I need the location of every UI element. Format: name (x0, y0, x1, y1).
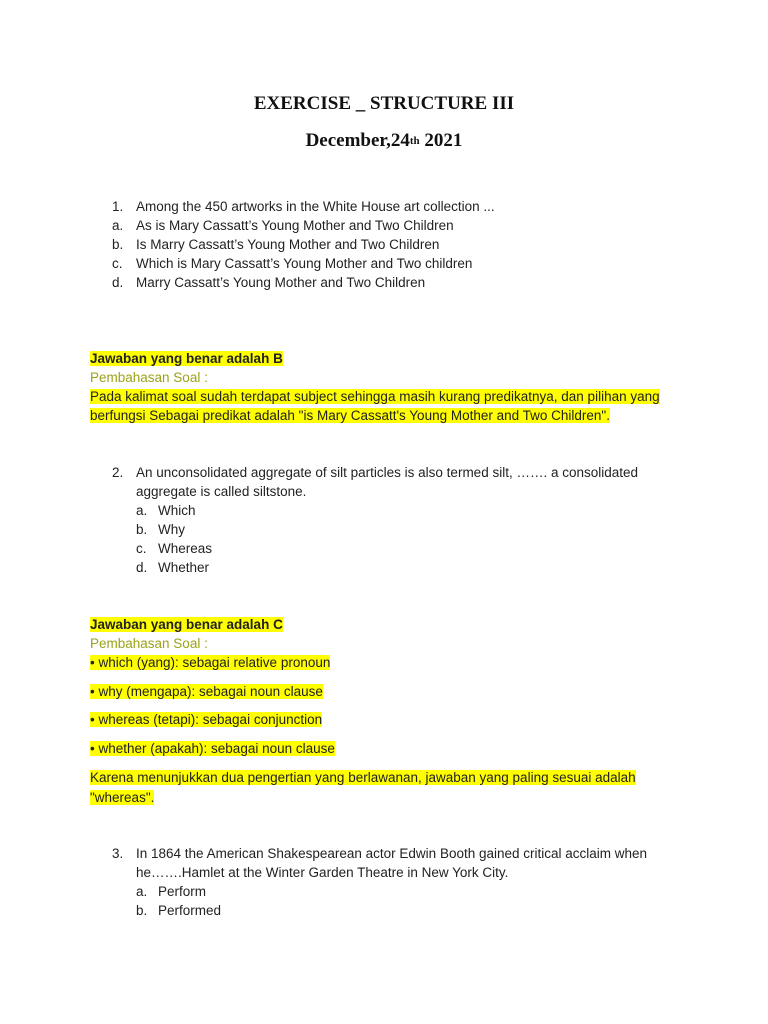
q1-option-a-letter: a. (112, 218, 124, 233)
q1-option-a: As is Mary Cassatt’s Young Mother and Two Children (136, 218, 454, 233)
q2-bullet-which: • which (yang): sebagai relative pronoun (90, 655, 331, 670)
date-main: December,24 (305, 130, 410, 151)
q2-answer-label: Jawaban yang benar adalah C (90, 617, 283, 632)
q2-option-a: Which (158, 503, 196, 518)
q1-explanation-line-2: berfungsi Sebagai predikat adalah "is Mary Cassatt's Young Mother and Two Children". (90, 408, 610, 423)
q3-option-a-letter: a. (136, 884, 148, 899)
q1-option-b-letter: b. (112, 237, 124, 252)
q2-explanation-line-2: "whereas". (90, 790, 155, 805)
q2-discussion-label: Pembahasan Soal : (90, 636, 208, 651)
question-3-text-line-1: In 1864 the American Shakespearean actor Edwin Booth gained critical acclaim when (136, 846, 648, 861)
question-1-number: 1. (112, 199, 124, 214)
date-year: 2021 (424, 130, 463, 151)
q3-option-b: Performed (158, 903, 222, 918)
q2-bullet-whereas: • whereas (tetapi): sebagai conjunction (90, 712, 323, 727)
q1-option-c: Which is Mary Cassatt’s Young Mother and Two children (136, 256, 473, 271)
q1-explanation-line-1: Pada kalimat soal sudah terdapat subject sehingga masih kurang predikatnya, dan pilihan yang (90, 389, 660, 404)
q2-bullet-whether: • whether (apakah): sebagai noun clause (90, 741, 335, 756)
question-2-text-line-2: aggregate is called siltstone. (136, 484, 307, 499)
date-superscript: th (409, 135, 420, 147)
q1-discussion-label: Pembahasan Soal : (90, 370, 208, 385)
q3-option-b-letter: b. (136, 903, 148, 918)
document-title: EXERCISE _ STRUCTURE III (253, 93, 515, 114)
question-2-text-line-1: An unconsolidated aggregate of silt particles is also termed silt, ……. a consolidated (136, 465, 639, 480)
q1-answer-label: Jawaban yang benar adalah B (90, 351, 283, 366)
question-3-number: 3. (112, 846, 124, 861)
q2-explanation-line-1: Karena menunjukkan dua pengertian yang berlawanan, jawaban yang paling sesuai adalah (90, 770, 636, 785)
q1-option-c-letter: c. (112, 256, 123, 271)
q2-option-b-letter: b. (136, 522, 148, 537)
q2-option-d-letter: d. (136, 560, 148, 575)
q1-option-b: Is Marry Cassatt’s Young Mother and Two Children (136, 237, 440, 252)
q2-option-a-letter: a. (136, 503, 148, 518)
question-1-text: Among the 450 artworks in the White House art collection ... (136, 199, 495, 214)
question-3-text-line-2: he…….Hamlet at the Winter Garden Theatre in New York City. (136, 865, 509, 880)
q2-option-c-letter: c. (136, 541, 147, 556)
q1-option-d-letter: d. (112, 275, 124, 290)
document-date (0, 130, 768, 152)
question-2-number: 2. (112, 465, 124, 480)
q2-option-b: Why (158, 522, 185, 537)
q2-option-d: Whether (158, 560, 210, 575)
q1-option-d: Marry Cassatt’s Young Mother and Two Children (136, 275, 426, 290)
q3-option-a: Perform (158, 884, 207, 899)
q2-option-c: Whereas (158, 541, 213, 556)
q2-bullet-why: • why (mengapa): sebagai noun clause (90, 684, 323, 699)
